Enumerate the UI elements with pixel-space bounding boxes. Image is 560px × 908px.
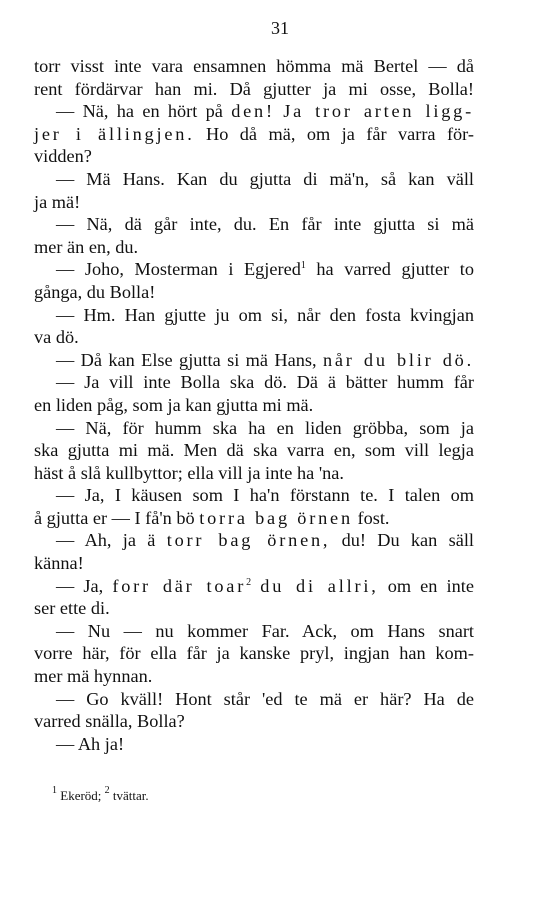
text-run: — Ah ja! — [56, 733, 125, 754]
text-run: — Mä Hans. Kan du gjutta di mä'n, så kan väll — [56, 168, 474, 189]
text-line — [34, 100, 474, 123]
text-line — [34, 733, 474, 756]
text-run: — Nä, dä går inte, du. En får inte gjutta si mä — [56, 214, 474, 235]
page-number: 31 — [271, 18, 289, 38]
text-line — [34, 371, 474, 394]
text-run: ja mä! — [34, 191, 81, 212]
text-run: vorre här, för ella får ja kanske pryl, ingjan han kom- — [34, 643, 474, 664]
text-line — [34, 665, 474, 688]
text-run: varred snälla, Bolla? — [34, 711, 185, 732]
text-line — [34, 191, 474, 214]
text-line — [34, 326, 474, 349]
text-line — [34, 55, 474, 78]
text-run: — Ja, I käusen som I ha'n förstann te. I talen om — [56, 485, 474, 506]
text-run: — Nu — nu kommer Far. Ack, om Hans snart — [56, 620, 474, 641]
text-line — [34, 575, 474, 598]
text-run: Ho då mä, om ja får varra för- — [194, 123, 474, 144]
spaced-emphasis: jer i ällingjen. — [34, 123, 195, 144]
text-run: ha varred gjutter to — [305, 259, 474, 280]
spaced-emphasis: forr där toar — [112, 575, 247, 596]
text-run: om en inte — [378, 575, 474, 596]
text-line — [34, 597, 474, 620]
text-line — [34, 552, 474, 575]
text-run: — Då kan Else gjutta si mä Hans, — [56, 349, 323, 370]
spaced-emphasis: når du blir dö. — [322, 349, 474, 370]
text-run: å gjutta er — I få'n bö — [34, 507, 200, 528]
body-text — [34, 55, 474, 755]
text-line — [34, 507, 474, 530]
text-line — [34, 304, 474, 327]
text-line — [34, 349, 474, 372]
text-run: gånga, du Bolla! — [34, 281, 156, 302]
text-line — [34, 462, 474, 485]
text-run: torr visst inte vara ensamnen hömma mä Bertel — då — [34, 56, 474, 76]
text-line — [34, 258, 474, 281]
spaced-emphasis: den! — [231, 101, 275, 122]
spaced-emphasis: Ja tror arten ligg- — [283, 101, 474, 122]
text-run — [251, 576, 260, 596]
text-line — [34, 145, 474, 168]
text-run: — Ja, — [56, 575, 113, 596]
text-line — [34, 620, 474, 643]
text-run: Ekeröd; — [57, 788, 105, 803]
text-run: mer än en, du. — [34, 236, 139, 257]
text-line — [34, 484, 474, 507]
text-run: häst å slå kullbyttor; ella vill ja inte ha 'na. — [34, 462, 344, 483]
text-line — [34, 213, 474, 236]
text-line — [34, 710, 474, 733]
text-run: ska gjutta mi mä. Men dä ska varra en, som vill legja — [34, 440, 474, 461]
text-run: mer mä hynnan. — [34, 666, 153, 687]
text-run: — Hm. Han gjutte ju om si, når den fosta kvingjan — [56, 304, 474, 325]
text-run: — Joho, Mosterman i Egjered — [56, 259, 301, 280]
text-line — [34, 78, 474, 101]
spaced-emphasis: torr bag örnen, — [166, 530, 331, 551]
spaced-emphasis: torra bag örnen — [199, 507, 353, 528]
text-run: — Ah, ja ä — [56, 530, 167, 551]
text-run: rent fördärvar han mi. Då gjutter ja mi osse, Bolla! — [34, 78, 474, 99]
text-run: — Nä, ha en hört på — [56, 101, 232, 122]
footnote — [52, 785, 149, 804]
text-run: en liden påg, som ja kan gjutta mi mä. — [34, 394, 314, 415]
footnote-marker: 1 — [52, 785, 57, 796]
text-run — [275, 101, 283, 121]
text-line — [34, 123, 474, 146]
text-line — [34, 168, 474, 191]
spaced-emphasis: du di allri, — [260, 575, 379, 596]
footnote-marker: 2 — [246, 576, 252, 588]
text-run: ser ette di. — [34, 598, 110, 619]
text-line — [34, 529, 474, 552]
text-run: fost. — [352, 507, 390, 528]
text-run: du! Du kan säll — [330, 530, 474, 551]
footnote-marker: 2 — [104, 785, 110, 796]
text-line — [34, 417, 474, 440]
text-line — [34, 642, 474, 665]
text-run: känna! — [34, 553, 84, 574]
text-line — [34, 236, 474, 259]
text-run: tvättar. — [109, 788, 149, 803]
text-run: vidden? — [34, 146, 92, 167]
text-run: — Go kväll! Hont står 'ed te mä er här? Ha de — [56, 688, 474, 709]
footnote-marker: 1 — [300, 260, 306, 272]
text-line — [34, 688, 474, 711]
text-line — [34, 439, 474, 462]
text-run: — Nä, för humm ska ha en liden gröbba, som ja — [56, 417, 474, 438]
text-run: — Ja vill inte Bolla ska dö. Dä ä bätter humm får — [56, 372, 474, 393]
text-line — [34, 281, 474, 304]
text-line — [34, 394, 474, 417]
text-run: va dö. — [34, 327, 79, 348]
